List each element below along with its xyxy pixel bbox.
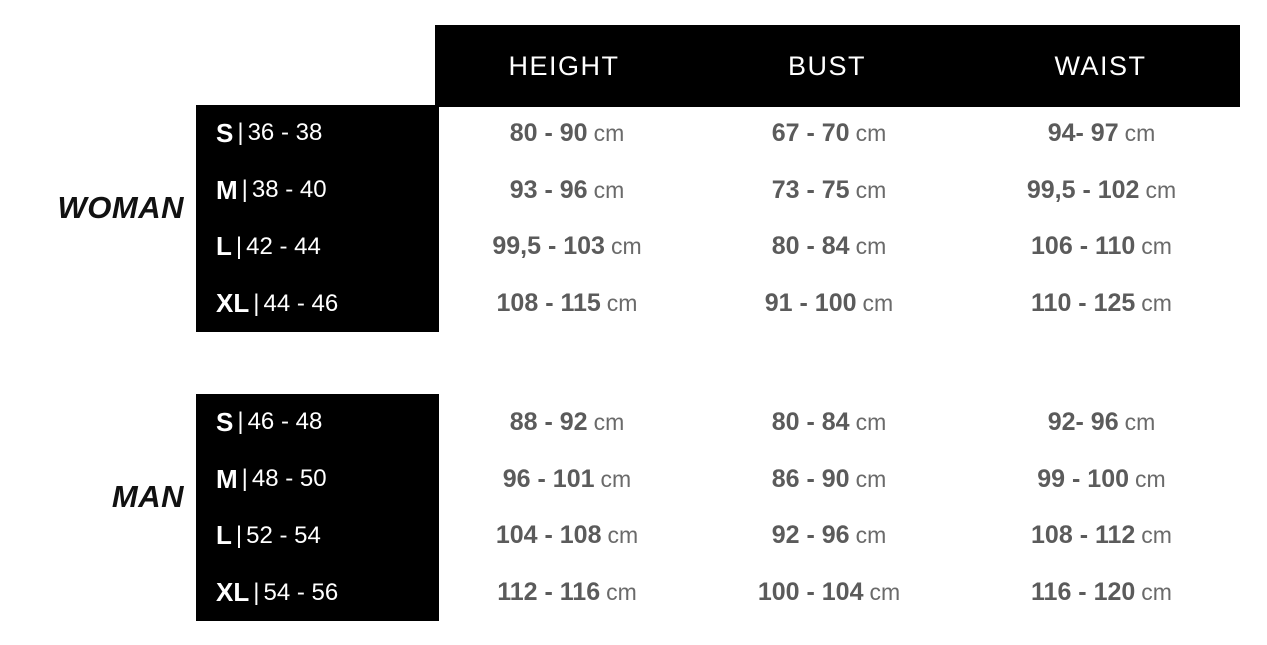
size-range: 52 - 54 [246, 521, 321, 549]
size-row [196, 451, 439, 508]
cell-waist [963, 465, 1240, 494]
unit-label: cm [1124, 119, 1156, 146]
cell-value: 99,5 - 103 [492, 232, 605, 261]
cell-value: 99 - 100 [1037, 464, 1130, 493]
cell-value: 116 - 120 [1031, 578, 1136, 607]
unit-label: cm [1124, 408, 1156, 435]
size-block-man [196, 394, 439, 621]
cell-value: 108 - 115 [496, 289, 601, 318]
unit-label: cm [855, 176, 887, 203]
cell-height [439, 465, 695, 494]
size-row [196, 275, 439, 332]
cell-waist [963, 232, 1240, 261]
cell-bust [695, 176, 963, 205]
cell-height [439, 232, 695, 261]
size-range: 38 - 40 [251, 176, 327, 204]
unit-label: cm [1145, 176, 1177, 203]
size-range: 54 - 56 [263, 578, 339, 606]
size-range: 46 - 48 [247, 408, 323, 436]
size-separator: | [237, 119, 244, 147]
cell-value: 96 - 101 [502, 464, 595, 493]
measurement-grid-woman [439, 105, 1240, 332]
cell-value: 80 - 84 [771, 232, 850, 261]
size-range: 48 - 50 [251, 465, 327, 493]
cell-value: 91 - 100 [764, 289, 857, 318]
cell-value: 92 - 96 [771, 521, 850, 550]
cell-height [439, 578, 695, 607]
unit-label: cm [1141, 290, 1172, 317]
size-letter: M [216, 174, 238, 205]
size-letter: L [216, 231, 232, 262]
unit-label: cm [593, 408, 625, 435]
cell-value: 80 - 90 [509, 118, 588, 147]
size-range: 36 - 38 [247, 119, 323, 147]
cell-value: 88 - 92 [509, 407, 588, 436]
unit-label: cm [855, 465, 887, 492]
unit-label: cm [593, 119, 625, 146]
cell-waist [963, 119, 1240, 148]
size-row [196, 162, 439, 219]
unit-label: cm [855, 408, 887, 435]
table-row [439, 162, 1240, 219]
size-separator: | [235, 521, 243, 549]
cell-bust [695, 465, 963, 494]
cell-value: 93 - 96 [509, 175, 588, 204]
column-header-bust: BUST [787, 50, 866, 81]
unit-label: cm [610, 233, 642, 260]
column-header-height: HEIGHT [508, 50, 620, 81]
unit-label: cm [855, 119, 887, 146]
size-letter: XL [216, 577, 250, 608]
cell-waist [963, 289, 1240, 318]
table-row [439, 508, 1240, 565]
unit-label: cm [1141, 233, 1172, 260]
unit-label: cm [855, 233, 887, 260]
cell-height [439, 119, 695, 148]
unit-label: cm [1141, 522, 1172, 549]
cell-value: 67 - 70 [771, 118, 850, 147]
cell-value: 112 - 116 [497, 578, 601, 607]
unit-label: cm [606, 290, 638, 317]
table-row [439, 105, 1240, 162]
cell-height [439, 521, 695, 550]
unit-label: cm [607, 522, 639, 549]
size-letter: S [216, 406, 234, 437]
unit-label: cm [1141, 579, 1172, 606]
unit-label: cm [869, 579, 901, 606]
table-row [439, 394, 1240, 451]
size-letter: XL [216, 288, 250, 319]
table-row [439, 564, 1240, 621]
size-row [196, 219, 439, 276]
size-range: 44 - 46 [263, 289, 339, 317]
cell-value: 92- 96 [1047, 407, 1119, 436]
unit-label: cm [600, 465, 632, 492]
cell-value: 73 - 75 [771, 175, 850, 204]
size-separator: | [241, 176, 248, 204]
cell-bust [695, 289, 963, 318]
cell-value: 99,5 - 102 [1026, 175, 1140, 204]
cell-value: 106 - 110 [1031, 232, 1136, 261]
table-row [439, 219, 1240, 276]
cell-value: 108 - 112 [1031, 521, 1136, 550]
size-separator: | [253, 289, 260, 317]
size-block-woman [196, 105, 439, 332]
cell-bust [695, 521, 963, 550]
table-row [439, 451, 1240, 508]
cell-value: 100 - 104 [757, 578, 864, 607]
cell-waist [963, 521, 1240, 550]
column-header-waist: WAIST [1054, 50, 1147, 81]
cell-value: 104 - 108 [495, 521, 602, 550]
size-range: 42 - 44 [246, 232, 321, 260]
size-letter: M [216, 463, 238, 494]
group-label-woman: WOMAN [57, 190, 184, 225]
cell-height [439, 176, 695, 205]
cell-waist [963, 176, 1240, 205]
cell-bust [695, 232, 963, 261]
table-row [439, 275, 1240, 332]
size-row [196, 508, 439, 565]
size-separator: | [237, 408, 244, 436]
size-row [196, 105, 439, 162]
unit-label: cm [862, 290, 894, 317]
unit-label: cm [1135, 465, 1166, 492]
cell-waist [963, 408, 1240, 437]
group-label-man: MAN [111, 479, 184, 514]
cell-bust [695, 578, 963, 607]
cell-value: 110 - 125 [1031, 289, 1136, 318]
size-letter: S [216, 117, 234, 148]
cell-height [439, 289, 695, 318]
cell-height [439, 408, 695, 437]
cell-value: 94- 97 [1047, 118, 1119, 147]
cell-value: 86 - 90 [771, 464, 850, 493]
size-separator: | [235, 232, 243, 260]
size-separator: | [253, 578, 260, 606]
unit-label: cm [593, 176, 625, 203]
cell-waist [963, 578, 1240, 607]
cell-value: 80 - 84 [771, 407, 850, 436]
size-row [196, 394, 439, 451]
unit-label: cm [606, 579, 637, 606]
cell-bust [695, 408, 963, 437]
measurement-grid-man [439, 394, 1240, 621]
cell-bust [695, 119, 963, 148]
size-row [196, 564, 439, 621]
unit-label: cm [855, 522, 887, 549]
size-letter: L [216, 520, 232, 551]
table-header-row [435, 25, 1240, 107]
size-separator: | [241, 465, 248, 493]
